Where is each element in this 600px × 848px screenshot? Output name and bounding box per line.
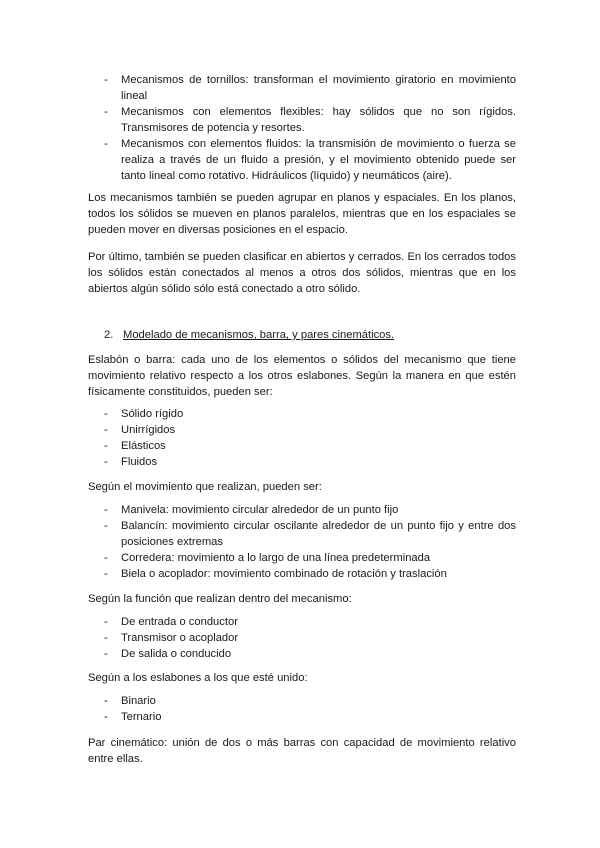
dash-bullet: - (104, 568, 108, 580)
dash-bullet: - (104, 648, 108, 660)
list-item-text: Mecanismos de tornillos: transforman el movimiento giratorio en movimiento lineal (121, 74, 516, 102)
dash-bullet: - (104, 440, 108, 452)
list-item (88, 550, 516, 566)
list-item-text: Manivela: movimiento circular alrededor de un punto fijo (121, 504, 399, 516)
list-item (88, 614, 516, 630)
list-item-text: De entrada o conductor (121, 616, 238, 628)
paragraph-par-cinematico: Par cinemático: unión de dos o más barras con capacidad de movimiento relativo entre ellas. (88, 737, 516, 765)
dash-bullet: - (104, 106, 108, 118)
list-item-text: Balancín: movimiento circular oscilante alrededor de un punto fijo y entre dos posiciones extremas (121, 520, 516, 548)
list-item (88, 136, 516, 184)
list-item (88, 502, 516, 518)
section-heading (88, 327, 516, 343)
list-item-text: Transmisor o acoplador (121, 632, 239, 644)
function-list (88, 614, 516, 662)
list-item-text: Unirrígidos (121, 424, 176, 436)
list-item (88, 72, 516, 104)
dash-bullet: - (104, 552, 108, 564)
paragraph-abiertos: Por último, también se pueden clasificar en abiertos y cerrados. En los cerrados todos los sólidos están conectados al menos a otros dos sólidos, mientras que en los abiertos algún sólido sólo está conectado a otro sólido. (88, 251, 516, 295)
list-item (88, 693, 516, 709)
list-item-text: Mecanismos con elementos fluidos: la transmisión de movimiento o fuerza se realiza a través de un fluido a presión, y el movimiento obtenido puede ser tanto lineal como rotativo. Hidráulicos (líquido) y neumáticos (aire). (121, 138, 516, 182)
dash-bullet: - (104, 520, 108, 532)
list-item (88, 630, 516, 646)
mechanism-types-list (88, 72, 516, 184)
list-item-text: Biela o acoplador: movimiento combinado de rotación y traslación (121, 568, 447, 580)
dash-bullet: - (104, 74, 108, 86)
list-item (88, 422, 516, 438)
dash-bullet: - (104, 695, 108, 707)
dash-bullet: - (104, 504, 108, 516)
list-item (88, 709, 516, 725)
paragraph-planos: Los mecanismos también se pueden agrupar en planos y espaciales. En los planos, todos los sólidos se mueven en planos paralelos, mientras que en los espaciales se pueden mover en diversas posiciones en el espacio. (88, 192, 516, 236)
dash-bullet: - (104, 616, 108, 628)
dash-bullet: - (104, 711, 108, 723)
dash-bullet: - (104, 424, 108, 436)
paragraph-eslabon: Eslabón o barra: cada uno de los elementos o sólidos del mecanismo que tiene movimiento relativo respecto a los otros eslabones. Según la manera en que estén físicamente constituidos, pueden ser: (88, 354, 516, 398)
links-list (88, 693, 516, 725)
list-item-text: Sólido rígido (121, 408, 184, 420)
constitution-list (88, 406, 516, 470)
paragraph-eslabones: Según a los eslabones a los que esté unido: (88, 672, 308, 684)
list-item-text: Corredera: movimiento a lo largo de una línea predeterminada (121, 552, 431, 564)
dash-bullet: - (104, 632, 108, 644)
list-item-text: Mecanismos con elementos flexibles: hay sólidos que no son rígidos. Transmisores de potencia y resortes. (121, 106, 516, 134)
section-title: Modelado de mecanismos, barra, y pares cinemáticos. (123, 329, 395, 341)
list-item (88, 438, 516, 454)
paragraph-funcion: Según la función que realizan dentro del mecanismo: (88, 593, 352, 605)
movement-list (88, 502, 516, 582)
list-item (88, 406, 516, 422)
list-item-text: Binario (121, 695, 156, 707)
list-item (88, 454, 516, 470)
list-item-text: Ternario (121, 711, 162, 723)
list-item (88, 566, 516, 582)
section-number: 2. (104, 329, 114, 341)
dash-bullet: - (104, 138, 108, 150)
list-item-text: Fluidos (121, 456, 158, 468)
list-item (88, 518, 516, 550)
paragraph-movimiento: Según el movimiento que realizan, pueden ser: (88, 481, 322, 493)
dash-bullet: - (104, 408, 108, 420)
list-item (88, 104, 516, 136)
dash-bullet: - (104, 456, 108, 468)
list-item (88, 646, 516, 662)
list-item-text: De salida o conducido (121, 648, 232, 660)
list-item-text: Elásticos (121, 440, 166, 452)
